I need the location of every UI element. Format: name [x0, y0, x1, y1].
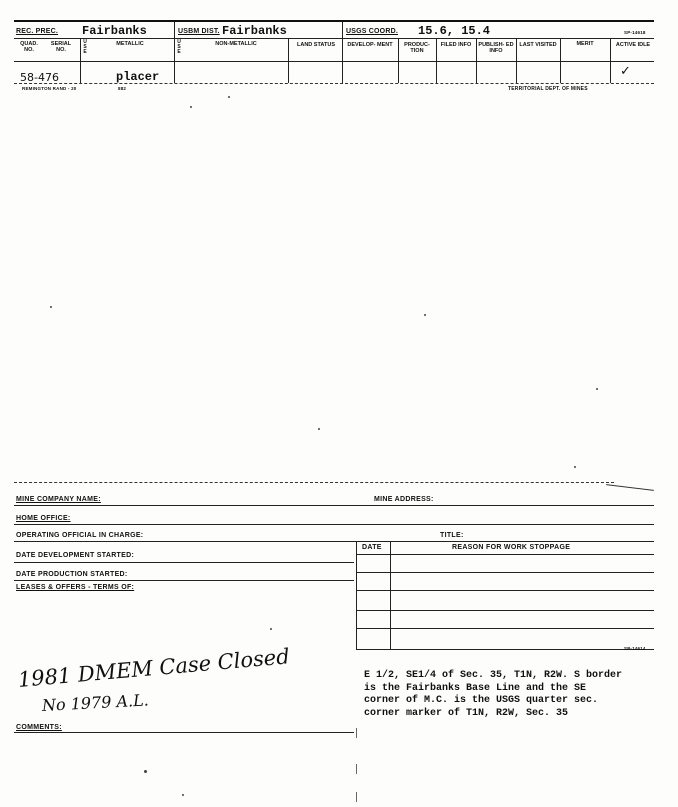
record-baseline [14, 83, 654, 84]
speck [424, 314, 426, 316]
rule [14, 580, 354, 581]
mine-address-label: MINE ADDRESS: [374, 496, 434, 503]
rule [14, 562, 354, 563]
col-non-metallic: NON-METALLIC [215, 41, 257, 47]
col-sep [288, 38, 289, 83]
title-label: TITLE: [440, 532, 464, 539]
col-sep [476, 38, 477, 83]
stray-mark [356, 728, 357, 738]
speck [596, 388, 598, 390]
dept-label: TERRITORIAL DEPT. OF MINES [508, 86, 588, 92]
stray-mark [356, 792, 357, 802]
col-land-status: LAND STATUS [297, 42, 335, 48]
header-divider [14, 38, 654, 39]
active-check-mark: ✓ [620, 63, 631, 78]
form-number-2: SP-14614 [624, 646, 646, 651]
stoppage-table-left [356, 541, 357, 649]
form-number: SP-14618 [624, 30, 646, 35]
speck [574, 466, 576, 468]
col-sep [342, 22, 343, 83]
col-last-visited: LAST VISITED [519, 42, 557, 48]
rule [356, 649, 654, 650]
location-line: E 1/2, SE1/4 of Sec. 35, T1N, R2W. S border [364, 670, 623, 681]
rule [356, 628, 654, 629]
columns-divider [14, 61, 654, 62]
comments-label: COMMENTS: [16, 724, 62, 731]
prod-started-label: DATE PRODUCTION STARTED: [16, 571, 128, 578]
reason-header: REASON FOR WORK STOPPAGE [452, 544, 571, 551]
col-sep [516, 38, 517, 83]
rule [356, 572, 654, 573]
col-sep [436, 38, 437, 83]
col-published-info: PUBLISH- ED INFO [478, 42, 514, 54]
rule [14, 524, 654, 525]
dev-started-label: DATE DEVELOPMENT STARTED: [16, 552, 135, 559]
tear-mark [606, 484, 654, 491]
usgs-coord-value: 15.6, 15.4 [418, 24, 491, 38]
home-office-label: HOME OFFICE: [16, 515, 71, 522]
speck [270, 628, 272, 630]
rule [14, 505, 654, 506]
top-border [14, 20, 654, 22]
company-name-label: MINE COMPANY NAME: [16, 496, 101, 503]
speck [50, 306, 52, 308]
col-sep [560, 38, 561, 83]
col-sep [398, 38, 399, 83]
col-sep [610, 38, 611, 83]
stoppage-table-date-sep [390, 541, 391, 649]
speck [190, 106, 192, 108]
handwritten-line-2: No 1979 A.L. [41, 690, 150, 715]
quad-no-value: 58-476 [20, 71, 59, 84]
usbm-dist-label: USBM DIST. [178, 28, 220, 35]
usbm-dist-value: Fairbanks [222, 24, 287, 38]
col-serial: SERIAL NO. [50, 41, 72, 53]
printer-code: 882 [118, 86, 127, 91]
speck [228, 96, 230, 98]
col-merit: MERIT [576, 41, 594, 47]
non-metallic-value: placer [116, 70, 160, 84]
usgs-coord-label: USGS COORD. [346, 28, 398, 35]
location-line: is the Fairbanks Base Line and the SE [364, 682, 587, 694]
date-header: DATE [362, 544, 382, 551]
col-sep [80, 38, 81, 83]
col-quad: QUAD. NO. [20, 41, 38, 53]
col-filed-info: FILED INFO [440, 42, 472, 48]
tear-line [14, 482, 614, 483]
rule [356, 590, 654, 591]
rule [356, 554, 654, 555]
col-active-idle: ACTIVE IDLE [615, 42, 651, 48]
location-line: corner marker of T1N, R2W, Sec. 35 [364, 707, 569, 719]
col-production: PRODUC- TION [404, 42, 430, 54]
speck [144, 770, 147, 773]
handwritten-line-1: 1981 DMEM Case Closed [16, 644, 291, 692]
col-development: DEVELOP- MENT [347, 42, 393, 48]
rec-prec-value: Fairbanks [82, 24, 147, 38]
rule [14, 541, 654, 542]
location-line: corner of M.C. is the USGS quarter sec. [364, 695, 599, 706]
location-description [364, 670, 622, 720]
rec-prec-label: REC. PREC. [16, 28, 59, 35]
speck [182, 794, 184, 796]
col-use-b: U S E [177, 39, 181, 55]
rule [356, 610, 654, 611]
printer-label: REMINGTON RAND - 20 [22, 86, 77, 91]
operating-official-label: OPERATING OFFICIAL IN CHARGE: [16, 532, 144, 539]
col-metallic: METALLIC [116, 41, 144, 47]
stray-mark [356, 764, 357, 774]
speck [318, 428, 320, 430]
leases-label: LEASES & OFFERS - TERMS OF: [16, 584, 135, 591]
rule [14, 732, 354, 733]
col-use-a: U S E [83, 39, 87, 55]
col-sep [174, 22, 175, 83]
